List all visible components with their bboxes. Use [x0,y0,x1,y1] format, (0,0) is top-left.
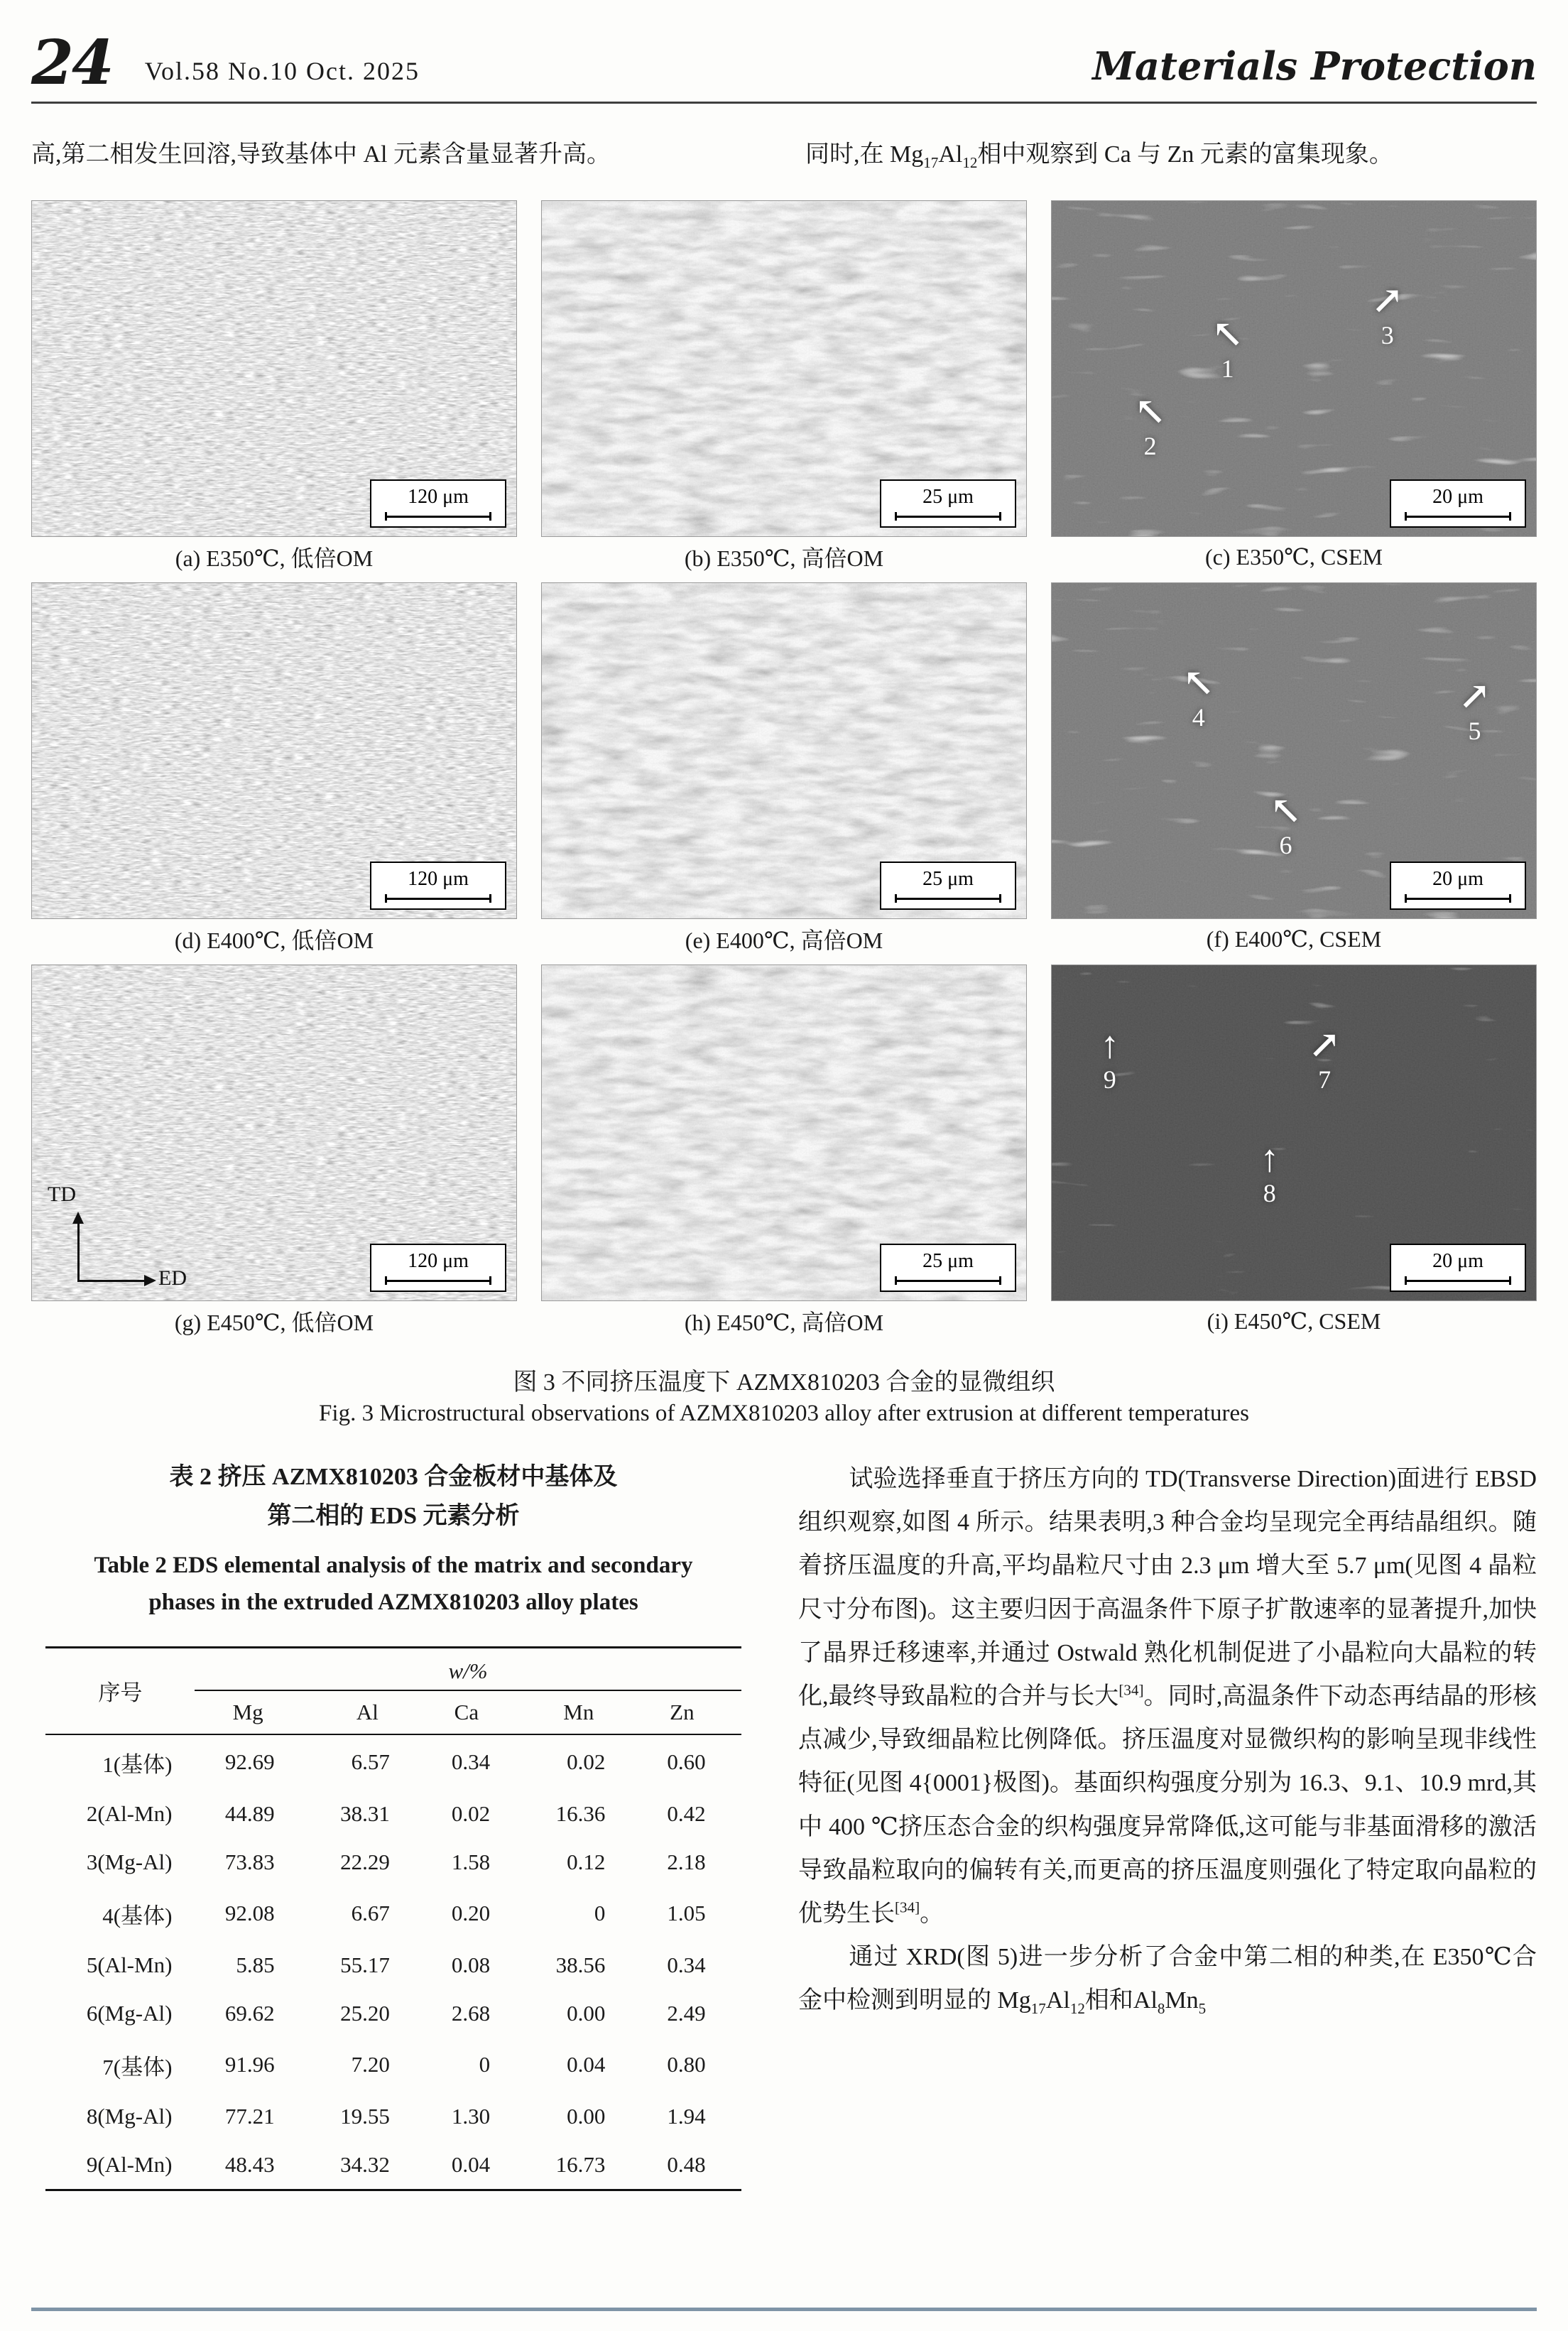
table-cell: 0 [479,2052,491,2077]
micrograph-caption: (h) E450℃, 高倍OM [684,1310,884,1335]
row-label: 7(基体) [102,2054,173,2080]
micrograph-h [541,965,1027,1341]
arrow-icon: ↗ [1371,279,1404,322]
micrograph-image [541,965,1027,1301]
arrow-icon: ↖ [1212,313,1244,356]
scale-bar-label: 120 μm [408,485,469,508]
td-axis-arrow [77,1218,80,1282]
table-cell: 2.18 [667,1849,706,1874]
arrow-icon: ↖ [1182,661,1215,705]
table-row [45,2141,741,2190]
annotation-arrow [1134,392,1166,459]
page-header [31,17,1537,104]
scale-bar-line [895,512,1001,521]
table-cell: 73.83 [224,1849,275,1874]
table-cell: 6.67 [351,1901,390,1926]
row-label: 3(Mg-Al) [86,1849,173,1874]
micrograph-caption: (i) E450℃, CSEM [1207,1308,1381,1334]
micrograph-image [31,965,517,1301]
table-title-en-line1: Table 2 EDS elemental analysis of the matrix and secondary [94,1553,693,1579]
scale-bar-label: 25 μm [922,485,974,508]
table-cell: 1.30 [451,2103,491,2129]
arrow-number: 6 [1279,830,1292,859]
table-cell: 0 [594,1901,606,1926]
table-title-cn-line2: 第二相的 EDS 元素分析 [267,1503,520,1530]
table-cell: 91.96 [224,2052,275,2077]
table-cell: 0.20 [451,1901,491,1926]
micrograph-image [31,200,517,537]
table-title-en-line2: phases in the extruded AZMX810203 alloy plates [148,1590,638,1616]
micrograph-caption: (f) E400℃, CSEM [1206,926,1382,952]
paragraph-2: 通过 XRD(图 5)进一步分析了合金中第二相的种类,在 E350℃合金中检测到明显的 $Mg_{17}Al_{12}$相和$Al_8Mn_5$ [798,1944,1537,2018]
column-header-mg: Mg [195,1690,310,1734]
scale-bar-line [385,894,491,903]
annotation-arrow [1212,313,1244,384]
micrograph-caption: (a) E350℃, 低倍OM [175,545,374,571]
table-cell: 22.29 [340,1849,390,1874]
arrow-number: 7 [1318,1065,1332,1094]
arrow-number: 1 [1221,354,1234,384]
column-header-ca: Ca [425,1690,526,1734]
micrograph-caption: (d) E400℃, 低倍OM [174,928,374,953]
micrograph-image [1051,200,1537,537]
arrow-number: 8 [1263,1179,1276,1208]
scale-bar [1390,479,1526,528]
column-header-mn: Mn [526,1690,641,1734]
eds-table [45,1646,741,2191]
annotation-arrow [1100,1023,1120,1094]
table-cell: 7.20 [351,2052,390,2077]
figure-grid [31,200,1537,1341]
arrow-icon: ↗ [1458,675,1491,718]
intro-text-row [31,136,1537,173]
annotation-arrow [1260,1139,1279,1206]
row-label: 6(Mg-Al) [86,2000,173,2026]
page-number: 24 [31,26,112,99]
scale-bar [1390,862,1526,910]
table-row [45,2038,741,2092]
micrograph-caption: (e) E400℃, 高倍OM [685,928,883,953]
micrograph-caption: (b) E350℃, 高倍OM [684,545,884,571]
scale-bar [370,862,506,910]
arrow-number: 5 [1468,717,1481,746]
table-cell: 92.69 [224,1749,275,1775]
table-cell: 0.60 [667,1749,706,1775]
table-cell: 0.00 [567,2103,606,2129]
table-cell: 1.05 [667,1901,706,1926]
table-row [45,1734,741,1790]
micrograph-image [541,200,1027,537]
scale-bar [880,479,1016,528]
table-cell: 5.85 [236,1952,275,1977]
table-cell: 1.94 [667,2103,706,2129]
intro-left-text: 高,第二相发生回溶,导致基体中 Al 元素含量显著升高。 [31,141,611,168]
bottom-section [31,1457,1537,2191]
table-title-cn-line1: 表 2 挤压 AZMX810203 合金板材中基体及 [169,1464,618,1490]
table-row [45,1886,741,1941]
body-text [798,1457,1537,2191]
table-cell: 38.56 [555,1952,606,1977]
annotation-arrow [1459,677,1491,744]
row-label: 4(基体) [102,1903,173,1928]
scale-bar-line [1405,894,1511,903]
annotation-arrow [1308,1023,1341,1094]
table-cell: 2.68 [451,2000,491,2026]
table-row [45,1838,741,1886]
table-cell: 0.34 [667,1952,706,1977]
table-cell: 0.02 [567,1749,606,1775]
arrow-icon: ↖ [1133,390,1167,433]
table-cell: 0.04 [451,2151,491,2177]
table-row [45,1790,741,1838]
arrow-icon: ↗ [1308,1023,1341,1066]
table-cell: 38.31 [340,1800,390,1826]
row-label: 5(Al-Mn) [86,1952,173,1977]
table-cell: 19.55 [340,2103,390,2129]
table-cell: 0.02 [451,1800,491,1826]
scale-bar-line [1405,1276,1511,1285]
footer-rule [31,2308,1537,2311]
scale-bar-line [895,1276,1001,1285]
table-cell: 92.08 [224,1901,275,1926]
micrograph-caption: (g) E450℃, 低倍OM [174,1310,374,1335]
table-cell: 0.00 [567,2000,606,2026]
scale-bar-line [1405,512,1511,521]
figure-caption-en: Fig. 3 Microstructural observations of AZMX810203 alloy after extrusion at different temperatures [319,1401,1249,1426]
scale-bar-label: 20 μm [1432,1249,1483,1272]
table-cell: 1.58 [451,1849,491,1874]
column-header-zn: Zn [641,1690,741,1734]
scale-bar-label: 20 μm [1432,867,1483,890]
micrograph-b [541,200,1027,577]
micrograph-image [1051,965,1537,1301]
paragraph-1: 试验选择垂直于挤压方向的 TD(Transverse Direction)面进行 EBSD 组织观察,如图 4 所示。结果表明,3 种合金均呈现完全再结晶组织。随着挤压温度的升高,平均晶粒尺寸由 2.3 μm 增大至 5.7 μm(见图 4 晶粒尺寸分布图)。这主要归因于高温条件下原子扩散速率的显著提升,加快了晶界迁移速率,并通过 Ostwald 熟化机制促进了小晶粒向大晶粒的转化,最终导致晶粒的合并与长大[34]。同时,高温条件下动态再结晶的形核点减少,导致细晶粒比例降低。挤压温度对显微织构的影响呈现非线性特征(见图 4{0001}极图)。基面织构强度分别为 16.3、9.1、10.9 mrd,其中 400 ℃挤压态合金的织构强度异常降低,这可能与非基面滑移的激活导致晶粒取向的偏转有关,而更高的挤压温度则强化了特定取向晶粒的优势生长[34]。 [798,1466,1537,1927]
micrograph-image [1051,582,1537,919]
ed-axis-label: ED [158,1266,187,1290]
arrow-number: 9 [1103,1065,1116,1094]
issue-info: Vol.58 No.10 Oct. 2025 [144,57,420,85]
arrow-icon: ↖ [1269,788,1302,832]
row-label: 8(Mg-Al) [86,2103,173,2129]
micrograph-e [541,582,1027,959]
table-cell: 48.43 [224,2151,275,2177]
table-cell: 0.12 [567,1849,606,1874]
table-cell: 25.20 [340,2000,390,2026]
table-row [45,1941,741,1989]
scale-bar [370,479,506,528]
column-group-header: w/% [195,1647,741,1690]
scale-bar-label: 25 μm [922,867,974,890]
arrow-icon: ↑ [1100,1023,1120,1066]
table-row [45,2092,741,2141]
table-section [31,1457,756,2191]
table-cell: 77.21 [224,2103,275,2129]
td-axis-label: TD [48,1183,76,1206]
micrograph-image [541,582,1027,919]
arrow-number: 2 [1143,432,1157,461]
table-cell: 69.62 [224,2000,275,2026]
scale-bar [370,1244,506,1292]
annotation-arrow [1269,788,1302,859]
micrograph-c [1051,200,1537,577]
table-cell: 0.42 [667,1800,706,1826]
table-cell: 55.17 [340,1952,390,1977]
table-cell: 0.04 [567,2052,606,2077]
scale-bar [880,862,1016,910]
table-cell: 44.89 [224,1800,275,1826]
table-row [45,1989,741,2038]
scale-bar-label: 25 μm [922,1249,974,1272]
row-label: 9(Al-Mn) [86,2151,173,2177]
micrograph-g [31,965,517,1341]
scale-bar-label: 120 μm [408,1249,469,1272]
table-cell: 0.08 [451,1952,491,1977]
table-cell: 34.32 [340,2151,390,2177]
table-cell: 6.57 [351,1749,390,1775]
scale-bar-line [385,1276,491,1285]
row-label: 1(基体) [102,1751,173,1777]
micrograph-a [31,200,517,577]
table-cell: 16.36 [555,1800,606,1826]
scale-bar [1390,1244,1526,1292]
table-cell: 0.48 [667,2151,706,2177]
table-cell: 2.49 [667,2000,706,2026]
arrow-number: 4 [1192,703,1205,732]
row-label: 2(Al-Mn) [86,1800,173,1826]
scale-bar-label: 120 μm [408,867,469,890]
micrograph-d [31,582,517,959]
annotation-arrow [1182,663,1214,730]
scale-bar-line [385,512,491,521]
orientation-axes [50,1181,192,1289]
arrow-icon: ↑ [1260,1137,1280,1180]
table-cell: 16.73 [555,2151,606,2177]
micrograph-i [1051,965,1537,1341]
micrograph-caption: (c) E350℃, CSEM [1205,544,1383,570]
column-header-index: 序号 [45,1647,195,1734]
table-cell: 0.80 [667,2052,706,2077]
table-cell: 0.34 [451,1749,491,1775]
journal-name: Materials Protection [1092,43,1537,89]
column-header-al: Al [310,1690,425,1734]
scale-bar-line [895,894,1001,903]
intro-right-text: 同时,在 $Mg_{17}Al_{12}$相中观察到 Ca 与 Zn 元素的富集现象。 [805,141,1393,171]
arrow-number: 3 [1381,321,1394,350]
figure-caption-cn: 图 3 不同挤压温度下 AZMX810203 合金的显微组织 [513,1369,1055,1396]
micrograph-image [31,582,517,919]
scale-bar-label: 20 μm [1432,485,1483,508]
micrograph-f [1051,582,1537,959]
scale-bar [880,1244,1016,1292]
ed-axis-arrow [77,1280,150,1282]
annotation-arrow [1371,281,1403,348]
